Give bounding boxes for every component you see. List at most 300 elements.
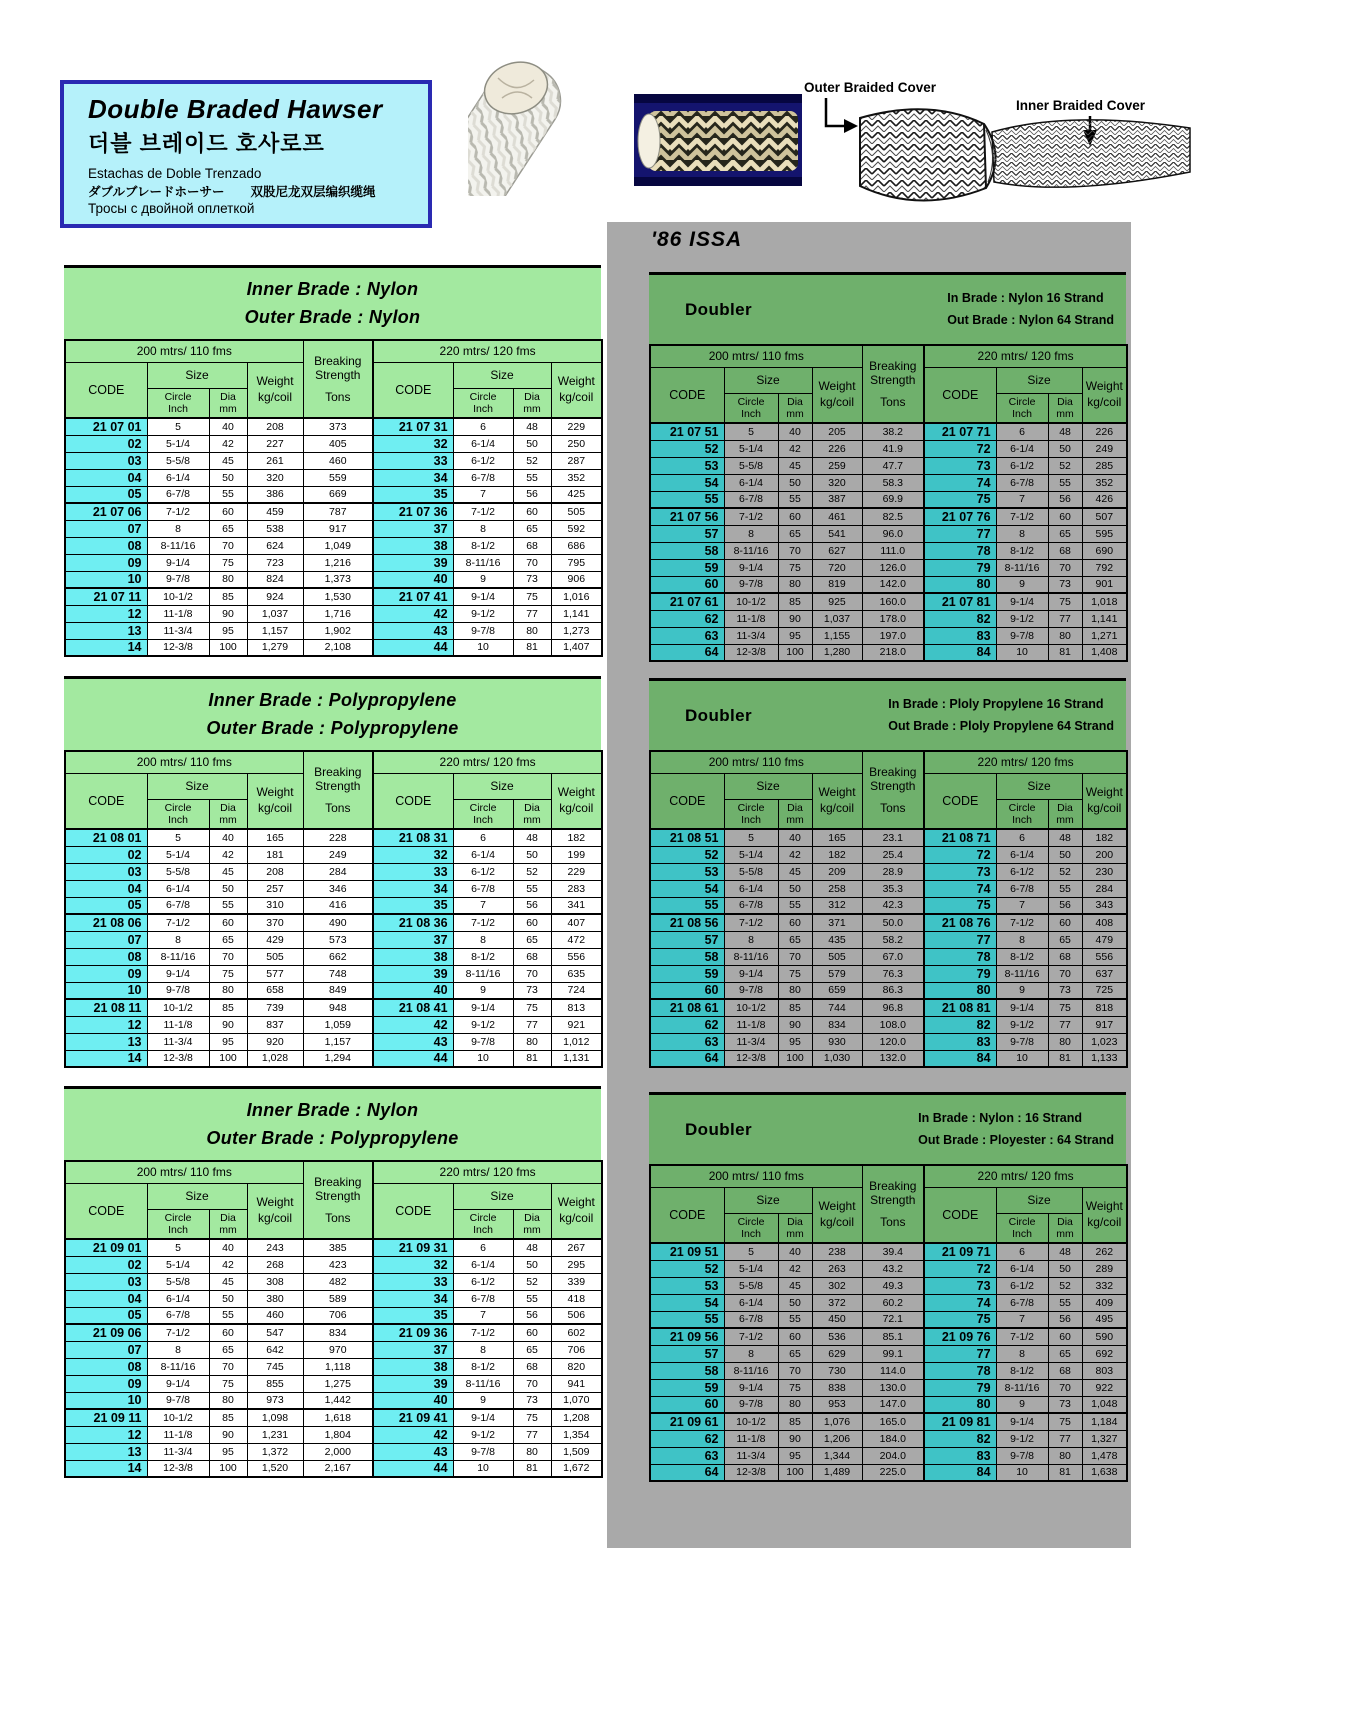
- weight-cell: 1,489: [812, 1464, 862, 1481]
- table-inner-nylon-outer-nylon: [64, 265, 601, 657]
- weight-cell: 627: [812, 542, 862, 559]
- weight-cell: 339: [551, 1273, 602, 1290]
- breaking-strength-cell: 917: [303, 520, 373, 537]
- circle-inch-cell: 9-1/2: [453, 605, 513, 622]
- table-row: [650, 880, 1127, 897]
- circle-inch-cell: 9: [453, 1392, 513, 1409]
- circle-inch-header: Circle Inch: [453, 1209, 513, 1239]
- weight-cell: 263: [812, 1260, 862, 1277]
- weight-cell: 302: [812, 1277, 862, 1294]
- braid-spec-line2: Out Brade : Nylon 64 Strand: [947, 312, 1114, 327]
- weight-cell: 723: [247, 554, 303, 571]
- circle-inch-cell: 6: [996, 829, 1048, 846]
- circle-inch-cell: 9-7/8: [147, 982, 209, 999]
- dia-mm-header: Dia mm: [513, 799, 551, 829]
- code-cell: 21 09 01: [65, 1239, 147, 1256]
- weight-cell: 182: [551, 829, 602, 846]
- code-cell: 21 08 06: [65, 914, 147, 931]
- code-cell: 58: [650, 542, 724, 559]
- breaking-strength-cell: 42.3: [862, 897, 924, 914]
- weight-cell: 199: [551, 846, 602, 863]
- weight-cell: 838: [812, 1379, 862, 1396]
- breaking-strength-cell: 120.0: [862, 1033, 924, 1050]
- circle-inch-cell: 9-7/8: [453, 1443, 513, 1460]
- weight-cell: 592: [551, 520, 602, 537]
- weight-cell: 536: [812, 1328, 862, 1345]
- breaking-strength-cell: 1,902: [303, 622, 373, 639]
- weight-cell: 418: [551, 1290, 602, 1307]
- weight-cell: 624: [247, 537, 303, 554]
- breaking-strength-cell: 787: [303, 503, 373, 520]
- circle-inch-cell: 12-3/8: [724, 1050, 778, 1067]
- dia-mm-header: Dia mm: [209, 388, 247, 418]
- weight-cell: 1,012: [551, 1033, 602, 1050]
- code-cell: 21 09 61: [650, 1413, 724, 1430]
- table-row: [65, 418, 602, 435]
- code-cell: 21 07 51: [650, 423, 724, 440]
- code-cell: 53: [650, 457, 724, 474]
- dia-mm-cell: 95: [778, 1033, 812, 1050]
- breaking-strength-cell: 1,049: [303, 537, 373, 554]
- weight-cell: 387: [812, 491, 862, 508]
- breaking-strength-cell: 284: [303, 863, 373, 880]
- dia-mm-cell: 65: [1048, 525, 1082, 542]
- breaking-strength-header: Breaking Strength Tons: [862, 345, 924, 423]
- dia-mm-cell: 42: [209, 435, 247, 452]
- circle-inch-cell: 12-3/8: [147, 1460, 209, 1477]
- circle-inch-cell: 10-1/2: [147, 1409, 209, 1426]
- weight-cell: 818: [1082, 999, 1127, 1016]
- circle-inch-cell: 5: [724, 423, 778, 440]
- dia-mm-header: Dia mm: [1048, 393, 1082, 423]
- circle-inch-cell: 5-5/8: [147, 1273, 209, 1290]
- weight-cell: 730: [812, 1362, 862, 1379]
- code-header: CODE: [924, 1187, 996, 1243]
- code-cell: 38: [373, 948, 453, 965]
- code-cell: 21 09 31: [373, 1239, 453, 1256]
- dia-mm-cell: 95: [209, 622, 247, 639]
- circle-inch-cell: 11-1/8: [724, 610, 778, 627]
- dia-mm-cell: 50: [209, 1290, 247, 1307]
- page-title-spanish: Estachas de Doble Trenzado: [88, 166, 262, 181]
- code-cell: 44: [373, 1050, 453, 1067]
- circle-inch-cell: 8-1/2: [996, 542, 1048, 559]
- code-cell: 75: [924, 1311, 996, 1328]
- circle-inch-cell: 10: [996, 1464, 1048, 1481]
- table-row: [650, 1311, 1127, 1328]
- weight-cell: 182: [812, 846, 862, 863]
- weight-cell: 372: [812, 1294, 862, 1311]
- breaking-strength-cell: 85.1: [862, 1328, 924, 1345]
- code-cell: 82: [924, 1016, 996, 1033]
- dia-mm-cell: 65: [209, 520, 247, 537]
- dia-mm-cell: 40: [209, 1239, 247, 1256]
- weight-cell: 479: [1082, 931, 1127, 948]
- code-cell: 58: [650, 1362, 724, 1379]
- weight-cell: 165: [247, 829, 303, 846]
- code-cell: 53: [650, 863, 724, 880]
- dia-mm-header: Dia mm: [209, 1209, 247, 1239]
- dia-mm-cell: 80: [1048, 627, 1082, 644]
- circle-inch-cell: 10: [996, 644, 1048, 661]
- code-cell: 64: [650, 1464, 724, 1481]
- circle-inch-cell: 5: [147, 1239, 209, 1256]
- table-row: [65, 1341, 602, 1358]
- breaking-strength-cell: 35.3: [862, 880, 924, 897]
- table-row: [65, 1358, 602, 1375]
- breaking-strength-cell: 2,167: [303, 1460, 373, 1477]
- weight-cell: 538: [247, 520, 303, 537]
- weight-cell: 227: [247, 435, 303, 452]
- weight-cell: 505: [551, 503, 602, 520]
- circle-inch-cell: 6-1/2: [996, 457, 1048, 474]
- code-cell: 75: [924, 491, 996, 508]
- hawser-data-table: [64, 750, 603, 1068]
- dia-mm-cell: 52: [1048, 457, 1082, 474]
- dia-mm-header: Dia mm: [209, 799, 247, 829]
- dia-mm-cell: 55: [1048, 1294, 1082, 1311]
- breaking-strength-cell: 43.2: [862, 1260, 924, 1277]
- table-row: [650, 829, 1127, 846]
- braid-spec-line2: Out Brade : Ployester : 64 Strand: [918, 1132, 1114, 1147]
- span-header-row: [65, 1161, 602, 1183]
- dia-mm-cell: 85: [778, 593, 812, 610]
- circle-inch-cell: 10-1/2: [724, 999, 778, 1016]
- code-cell: 08: [65, 948, 147, 965]
- dia-mm-cell: 68: [1048, 1362, 1082, 1379]
- circle-inch-cell: 9-1/4: [724, 1379, 778, 1396]
- circle-inch-cell: 9-7/8: [996, 1447, 1048, 1464]
- table-row: [650, 1033, 1127, 1050]
- code-header: CODE: [65, 362, 147, 418]
- dia-mm-cell: 100: [778, 1464, 812, 1481]
- code-cell: 44: [373, 1460, 453, 1477]
- code-cell: 77: [924, 1345, 996, 1362]
- weight-cell: 1,280: [812, 644, 862, 661]
- dia-mm-header: Dia mm: [778, 1213, 812, 1243]
- weight-cell: 1,672: [551, 1460, 602, 1477]
- weight-cell: 1,131: [551, 1050, 602, 1067]
- length-span-220-header: 220 mtrs/ 120 fms: [924, 345, 1127, 367]
- length-span-220-header: 220 mtrs/ 120 fms: [373, 340, 602, 362]
- code-cell: 21 07 71: [924, 423, 996, 440]
- table-row: [65, 948, 602, 965]
- code-cell: 57: [650, 525, 724, 542]
- circle-inch-cell: 9-1/4: [996, 593, 1048, 610]
- code-cell: 21 07 61: [650, 593, 724, 610]
- dia-mm-cell: 60: [209, 914, 247, 931]
- dia-mm-cell: 73: [1048, 576, 1082, 593]
- code-cell: 21 08 61: [650, 999, 724, 1016]
- breaking-strength-cell: 197.0: [862, 627, 924, 644]
- dia-mm-cell: 70: [1048, 559, 1082, 576]
- table-row: [650, 1260, 1127, 1277]
- code-cell: 63: [650, 627, 724, 644]
- circle-inch-cell: 5-1/4: [724, 1260, 778, 1277]
- page-title-japanese-chinese: ダブルブレードホーサー 双股尼龙双层编织缆绳: [88, 185, 376, 199]
- table-title-line2: Outer Brade : Polypropylene: [206, 1127, 459, 1148]
- circle-inch-cell: 10: [453, 1460, 513, 1477]
- breaking-strength-cell: 114.0: [862, 1362, 924, 1379]
- circle-inch-header: Circle Inch: [453, 799, 513, 829]
- breaking-strength-cell: 147.0: [862, 1396, 924, 1413]
- rope-closeup-photo: [634, 94, 802, 186]
- dia-mm-cell: 56: [1048, 491, 1082, 508]
- weight-header: Weight kg/coil: [247, 362, 303, 418]
- table-doubler-polypropylene: [649, 678, 1126, 1068]
- weight-cell: 1,076: [812, 1413, 862, 1430]
- weight-header: Weight kg/coil: [247, 1183, 303, 1239]
- weight-cell: 556: [1082, 948, 1127, 965]
- dia-mm-cell: 65: [513, 520, 551, 537]
- code-cell: 55: [650, 491, 724, 508]
- weight-cell: 1,372: [247, 1443, 303, 1460]
- length-span-220-header: 220 mtrs/ 120 fms: [373, 1161, 602, 1183]
- circle-inch-cell: 8-11/16: [996, 559, 1048, 576]
- code-cell: 10: [65, 1392, 147, 1409]
- breaking-strength-cell: 76.3: [862, 965, 924, 982]
- table-row: [65, 1392, 602, 1409]
- size-header: Size: [453, 362, 551, 388]
- weight-cell: 1,030: [812, 1050, 862, 1067]
- code-cell: 79: [924, 559, 996, 576]
- dia-mm-cell: 68: [513, 948, 551, 965]
- dia-mm-cell: 80: [209, 982, 247, 999]
- weight-cell: 590: [1082, 1328, 1127, 1345]
- circle-inch-cell: 9-1/2: [996, 610, 1048, 627]
- circle-inch-cell: 8: [996, 525, 1048, 542]
- weight-cell: 1,520: [247, 1460, 303, 1477]
- weight-cell: 1,141: [551, 605, 602, 622]
- circle-inch-cell: 8-1/2: [453, 948, 513, 965]
- weight-cell: 370: [247, 914, 303, 931]
- circle-inch-cell: 5-5/8: [147, 452, 209, 469]
- dia-mm-header: Dia mm: [1048, 799, 1082, 829]
- dia-mm-cell: 85: [778, 999, 812, 1016]
- braid-spec-line1: In Brade : Nylon : 16 Strand: [918, 1110, 1083, 1125]
- circle-inch-cell: 12-3/8: [724, 644, 778, 661]
- dia-mm-cell: 75: [513, 588, 551, 605]
- breaking-strength-cell: 346: [303, 880, 373, 897]
- circle-inch-cell: 9-1/4: [147, 1375, 209, 1392]
- circle-inch-cell: 8-11/16: [147, 537, 209, 554]
- circle-inch-cell: 9-1/4: [996, 999, 1048, 1016]
- length-span-220-header: 220 mtrs/ 120 fms: [924, 1165, 1127, 1187]
- dia-mm-cell: 48: [513, 1239, 551, 1256]
- weight-cell: 658: [247, 982, 303, 999]
- table-title-band: [64, 676, 601, 750]
- code-header: CODE: [65, 773, 147, 829]
- dia-mm-cell: 56: [513, 486, 551, 503]
- dia-mm-cell: 80: [1048, 1033, 1082, 1050]
- circle-inch-cell: 6-7/8: [996, 474, 1048, 491]
- weight-cell: 505: [812, 948, 862, 965]
- weight-cell: 249: [1082, 440, 1127, 457]
- breaking-strength-cell: 948: [303, 999, 373, 1016]
- size-header: Size: [724, 1187, 812, 1213]
- dia-mm-cell: 100: [209, 1050, 247, 1067]
- code-cell: 62: [650, 1430, 724, 1447]
- table-row: [650, 508, 1127, 525]
- weight-cell: 813: [551, 999, 602, 1016]
- code-cell: 55: [650, 1311, 724, 1328]
- breaking-strength-cell: 41.9: [862, 440, 924, 457]
- code-cell: 33: [373, 452, 453, 469]
- doubler-title: Doubler: [685, 299, 753, 319]
- table-row: [650, 1345, 1127, 1362]
- dia-mm-cell: 90: [209, 1426, 247, 1443]
- weight-cell: 250: [551, 435, 602, 452]
- dia-mm-cell: 81: [513, 1050, 551, 1067]
- weight-cell: 642: [247, 1341, 303, 1358]
- code-cell: 13: [65, 622, 147, 639]
- code-cell: 83: [924, 1033, 996, 1050]
- dia-mm-cell: 81: [513, 639, 551, 656]
- dia-mm-cell: 56: [1048, 1311, 1082, 1328]
- table-row: [65, 1324, 602, 1341]
- table-row: [65, 469, 602, 486]
- dia-mm-cell: 42: [209, 1256, 247, 1273]
- dia-mm-cell: 70: [778, 948, 812, 965]
- breaking-strength-cell: 416: [303, 897, 373, 914]
- hawser-data-table: [649, 344, 1128, 662]
- table-row: [650, 965, 1127, 982]
- dia-mm-cell: 50: [513, 846, 551, 863]
- code-cell: 02: [65, 846, 147, 863]
- rope-photo: [468, 58, 632, 196]
- dia-mm-cell: 50: [1048, 846, 1082, 863]
- table-row: [65, 1375, 602, 1392]
- code-cell: 04: [65, 1290, 147, 1307]
- circle-inch-cell: 6-7/8: [147, 1307, 209, 1324]
- circle-inch-cell: 6-1/4: [996, 440, 1048, 457]
- code-cell: 13: [65, 1443, 147, 1460]
- table-row: [65, 1409, 602, 1426]
- code-cell: 58: [650, 948, 724, 965]
- breaking-strength-cell: 218.0: [862, 644, 924, 661]
- hawser-data-table: [649, 1164, 1128, 1482]
- code-cell: 21 09 56: [650, 1328, 724, 1345]
- circle-inch-cell: 8: [453, 520, 513, 537]
- table-row: [65, 571, 602, 588]
- span-header-row: [65, 751, 602, 773]
- dia-mm-cell: 85: [209, 1409, 247, 1426]
- code-cell: 35: [373, 486, 453, 503]
- code-cell: 38: [373, 1358, 453, 1375]
- weight-cell: 1,279: [247, 639, 303, 656]
- dia-mm-cell: 75: [209, 1375, 247, 1392]
- code-cell: 72: [924, 846, 996, 863]
- code-cell: 02: [65, 435, 147, 452]
- table-row: [650, 1362, 1127, 1379]
- code-cell: 39: [373, 554, 453, 571]
- code-cell: 09: [65, 1375, 147, 1392]
- weight-cell: 295: [551, 1256, 602, 1273]
- page-title-russian: Тросы с двойной оплеткой: [88, 201, 255, 216]
- table-row: [65, 965, 602, 982]
- code-cell: 62: [650, 1016, 724, 1033]
- weight-cell: 425: [551, 486, 602, 503]
- circle-inch-cell: 7-1/2: [147, 1324, 209, 1341]
- weight-cell: 795: [551, 554, 602, 571]
- dia-mm-cell: 77: [1048, 1016, 1082, 1033]
- weight-cell: 602: [551, 1324, 602, 1341]
- dia-mm-header: Dia mm: [513, 1209, 551, 1239]
- dia-mm-cell: 65: [209, 1341, 247, 1358]
- code-cell: 74: [924, 880, 996, 897]
- table-title-line2: Outer Brade : Polypropylene: [206, 717, 459, 738]
- weight-cell: 182: [1082, 829, 1127, 846]
- breaking-strength-cell: 96.8: [862, 999, 924, 1016]
- circle-inch-cell: 5: [147, 829, 209, 846]
- weight-cell: 706: [551, 1341, 602, 1358]
- weight-header: Weight kg/coil: [812, 367, 862, 423]
- hawser-data-table: [649, 750, 1128, 1068]
- code-cell: 32: [373, 846, 453, 863]
- dia-mm-cell: 65: [513, 1341, 551, 1358]
- circle-inch-cell: 9-7/8: [453, 1033, 513, 1050]
- weight-header: Weight kg/coil: [551, 1183, 602, 1239]
- circle-inch-cell: 9: [996, 576, 1048, 593]
- dia-mm-cell: 80: [778, 1396, 812, 1413]
- circle-inch-cell: 6-1/2: [453, 452, 513, 469]
- table-row: [65, 1426, 602, 1443]
- breaking-strength-cell: 1,373: [303, 571, 373, 588]
- dia-mm-cell: 50: [778, 880, 812, 897]
- circle-inch-cell: 6-7/8: [147, 897, 209, 914]
- dia-mm-cell: 45: [778, 1277, 812, 1294]
- dia-mm-cell: 100: [209, 1460, 247, 1477]
- code-cell: 34: [373, 880, 453, 897]
- weight-header: Weight kg/coil: [812, 773, 862, 829]
- table-row: [650, 1379, 1127, 1396]
- table-row: [65, 1033, 602, 1050]
- table-doubler-nylon-polyester: [649, 1092, 1126, 1482]
- table-row: [650, 1413, 1127, 1430]
- table-row: [650, 491, 1127, 508]
- weight-cell: 921: [551, 1016, 602, 1033]
- code-header: CODE: [65, 1183, 147, 1239]
- table-row: [650, 1328, 1127, 1345]
- weight-cell: 258: [812, 880, 862, 897]
- weight-cell: 229: [551, 418, 602, 435]
- code-cell: 57: [650, 931, 724, 948]
- weight-cell: 1,133: [1082, 1050, 1127, 1067]
- weight-cell: 460: [247, 1307, 303, 1324]
- breaking-strength-cell: 160.0: [862, 593, 924, 610]
- weight-cell: 745: [247, 1358, 303, 1375]
- outer-label-arrow: [826, 98, 844, 126]
- code-cell: 64: [650, 1050, 724, 1067]
- dia-mm-cell: 70: [1048, 965, 1082, 982]
- table-row: [65, 931, 602, 948]
- circle-inch-cell: 9-7/8: [996, 627, 1048, 644]
- weight-cell: 837: [247, 1016, 303, 1033]
- dia-mm-cell: 50: [778, 474, 812, 491]
- weight-cell: 229: [551, 863, 602, 880]
- dia-mm-cell: 42: [209, 846, 247, 863]
- breaking-strength-cell: 96.0: [862, 525, 924, 542]
- circle-inch-cell: 6: [453, 829, 513, 846]
- dia-mm-cell: 55: [513, 1290, 551, 1307]
- code-cell: 21 08 01: [65, 829, 147, 846]
- circle-inch-header: Circle Inch: [724, 799, 778, 829]
- circle-inch-cell: 11-1/8: [724, 1016, 778, 1033]
- dia-mm-cell: 80: [513, 1033, 551, 1050]
- weight-cell: 1,344: [812, 1447, 862, 1464]
- weight-cell: 429: [247, 931, 303, 948]
- circle-inch-cell: 6-1/4: [724, 1294, 778, 1311]
